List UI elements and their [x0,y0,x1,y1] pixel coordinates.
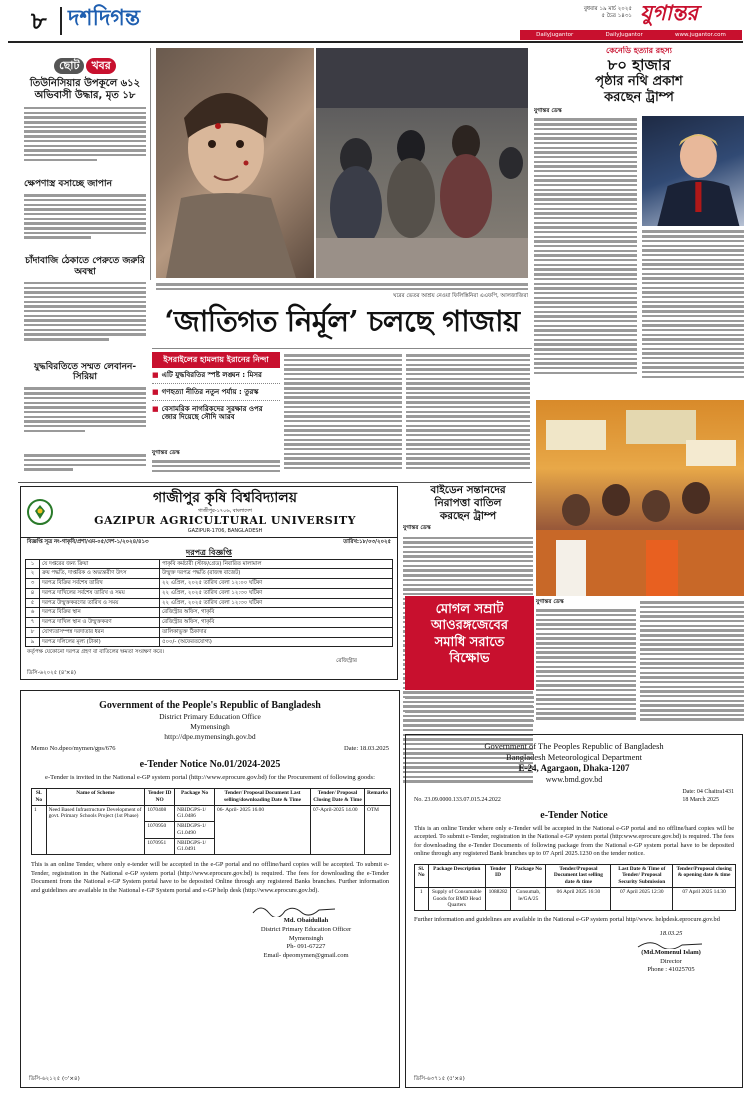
table-row [26,559,393,569]
bmd-footer: Further information and guidelines are available in the National e-GP system portal http//www. helpdesk.eprocure.gov.bd [414,916,720,924]
table-cell: 1088282 [485,887,510,910]
table-cell: 1070951 [145,838,175,855]
biden-headline-1: বাইডেন সন্তানদের [430,484,506,496]
table-cell: ৯ [26,637,40,647]
table-cell: রেজিস্ট্রার অফিস, গাকৃবি [160,618,393,628]
dpeo-sign-name: Md. Obaidullah [283,917,329,925]
kennedy-body-2 [642,228,745,386]
short-news-headline: চাঁদাবাজি ঠেকাতে পেরুতে জরুরি অবস্থা [25,256,145,277]
table-row [26,627,393,637]
short-news-body-continued [24,452,146,478]
table-cell: ৫ [26,598,40,608]
table-cell: ২২ এপ্রিল, ২০২৫ তারিখ বেলা ১২:৩০ ঘটিকা [160,588,393,598]
table-cell: রেজিস্ট্রার অফিস, গাকৃবি [160,608,393,618]
short-news-headline: তিউনিসিয়ার উপকূলে ৬১২ অভিবাসী উদ্ধার, মৃত ১৮ [29,77,141,101]
newspaper-logo: যুগান্তর [640,0,698,25]
mughal-headline-3: সমাধি সরাতে [434,634,505,650]
mughal-headline-2: আওরঙ্গজেবের [431,618,508,634]
social-bar [520,30,742,40]
bullet-item [152,388,280,401]
table-cell: দরপত্র বিক্রির স্থান [40,608,160,618]
table-cell: দরপত্র দাখিলের সর্বশেষ তারিখ ও সময় [40,588,160,598]
table-cell: পাকৃবি কর্মচারী (স্টাফ/গ্রেড) নিবারিত মালামাল [160,559,393,569]
page-number: ৮ [31,7,47,35]
bmd-date-english: 18 March 2025 [682,796,720,803]
table-header: Package No [175,789,215,806]
table-header: Package Description [428,864,485,887]
dpeo-ad-code: ডিসি-৬২১২৫ (৩'×৪) [29,1076,80,1083]
table-cell: উন্মুক্ত দরপত্র পদ্ধতি (রাজস্ব বাজেট) [160,569,393,579]
table-cell: ২ [26,569,40,579]
biden-byline: যুগান্তর ডেস্ক [403,525,431,532]
table-cell: ক্রয় পদ্ধতি, দাপ্তরিক ও অভ্যন্তরীণ উৎস [40,569,160,579]
date-gregorian: বুধবার ১৯ মার্চ ২০২৫ [583,6,632,12]
table-row [26,588,393,598]
dpeo-government: Government of the People's Republic of Bangladesh [99,700,321,711]
dpeo-notice-title: e-Tender Notice No.01/2024-2025 [139,759,281,771]
table-cell: 07-April-2025 14.00 [311,805,365,855]
table-row [26,637,393,647]
university-name-en: GAZIPUR AGRICULTURAL UNIVERSITY [94,513,356,527]
bmd-office: Bangladesh Meteorological Department [506,752,642,763]
table-cell: ২২ এপ্রিল, ২০২৫ তারিখ বেলা ১২:০০ ঘটিকা [160,579,393,589]
table-cell: ৩ [26,579,40,589]
main-story-body-1 [152,458,280,478]
masthead-rule [8,41,743,43]
bmd-sign-title: Director [660,957,682,965]
table-header: Tender ID [485,864,510,887]
column-divider [150,48,151,280]
dpeo-footer: This is an online Tender, where only e-tender will be accepted in the e-GP portal and no offline/hard copies will be accepted. To submit e-Tender, registration in the National e-GP system portal (http://www.eprocure.gov.bd) is required. The fees for downloading the e-Tender Document from the National e-GP System portal have to be deposited Online through any registered Banks branches. Further information and guidelines are available in the National e-GP System portal and e-GP help desk (http://www.eprocure.gov.bd). [31,861,389,894]
table-cell: ৮ [26,627,40,637]
photo-trump [642,116,745,226]
short-news-column [24,58,146,448]
dpeo-city: Mymensingh [190,721,230,731]
website-link[interactable]: www.jugantor.com [674,31,726,38]
table-header: Tender/Proposal Document last selling date & time [546,864,611,887]
table-cell: 06- April- 2025 16.00 [215,805,311,855]
main-headline: ‘জাতিগত নির্মূল’ চলছে গাজায় [164,304,520,338]
bmd-ad-code: ডিসি-৬৩৭১৫ (৫'×৪) [414,1076,465,1083]
date-bangla: ৫ চৈত্র ১৪৩১ [601,12,632,19]
table-header: Tender/Proposal closing & opening date & time [673,864,736,887]
bmd-memo: No. 23.09.0000.133.07.015.24.2022 [414,796,501,803]
dpeo-email[interactable]: Email- dpeomymen@gmail.com [263,952,349,960]
mughal-body-3 [405,694,534,730]
mughal-headline-box [405,596,534,690]
bmd-sign-date: 18.03.25 [659,930,683,938]
table-cell: 07 April 2025 14.30 [673,887,736,910]
table-cell: দরপত্র উন্মুক্তকরণের তারিখ ও সময় [40,598,160,608]
bullet-square-icon: ■ [152,404,159,413]
short-news-headline: ক্ষেপণাস্ত্র বসাচ্ছে জাপান [24,178,113,189]
bullet-text: গণহত্যা নীতির নতুন পর্যায় : তুরস্ক [161,387,259,396]
table-cell: NBIDGPS-1/ G1.0490 [175,822,215,839]
table-row [26,608,393,618]
kennedy-body-1 [534,116,637,384]
kennedy-headline-2: পৃষ্ঠার নথি প্রকাশ [595,74,683,89]
bullet-square-icon: ■ [152,387,159,396]
kennedy-story [534,46,744,396]
table-header: Tender ID NO [145,789,175,806]
main-story-body-2 [284,352,402,478]
university-logo-icon [27,499,53,525]
biden-headline-2: নিরাপত্তা বাতিল [434,497,502,510]
bullet-text: বেসামরিক নাগরিকদের সুরক্ষার ওপর জোর দিয়েছে সৌদি আরব [161,404,263,422]
bmd-phone: Phone : 41025705 [647,966,695,974]
table-cell: যে দপ্তরের জন্য ক্রিয়া [40,559,160,569]
bullet-square-icon: ■ [152,371,159,379]
table-row [26,579,393,589]
bmd-sign-name: (Md.Momenul Islam) [641,948,701,956]
main-story-byline: যুগান্তর ডেস্ক [152,450,180,456]
photo-caption [156,281,528,303]
university-notice-title: দরপত্র বিজ্ঞপ্তি [186,547,232,557]
kennedy-kicker: কেনেডি হত্যার রহস্য [605,46,673,55]
table-cell: NBIDGPS-1/ G1.0486 [175,805,215,822]
table-header: Sl. No [32,789,47,806]
bmd-tender-table [414,864,736,912]
table-header: Remarks [364,789,390,806]
short-news-body [24,385,146,445]
university-address-en: GAZIPUR-1706, BANGLADESH [187,527,263,534]
mughal-byline: যুগান্তর ডেস্ক [536,599,564,605]
table-cell: দরপত্র দাখিল স্থান ও উন্মুক্তকরণ [40,618,160,628]
table-cell: OTM [364,805,390,855]
table-row [415,887,736,910]
kennedy-headline-1: ৮০ হাজার [607,56,671,74]
university-ref: বিজ্ঞপ্তি সূত্র নং-গাকৃবি/প্রশা/এম-০৫/দেশ-১/২০২৪/৪১৩ [27,538,149,545]
bmd-tender-notice [405,734,743,1088]
bmd-date-bangla: Date: 04 Chaitra1431 [682,789,734,796]
table-cell: ৪ [26,588,40,598]
table-header: Package No [511,864,546,887]
table-cell: 1 [415,887,429,910]
dpeo-phone: Ph- 091-67227 [286,943,326,951]
dpeo-tender-notice [20,690,400,1088]
main-story-left [152,352,280,450]
dpeo-memo: Memo No.dpeo/mymen/gps/676 [31,745,116,753]
table-cell: Need Based Infrastructure Development of govt. Primary Schools Project (1st Phase) [46,805,145,855]
main-story-body-3 [406,352,530,478]
mughal-headline-4: বিক্ষোভ [449,650,490,666]
bullet-item [152,405,280,423]
bullet-list [152,371,280,422]
table-row [26,618,393,628]
university-note: কর্তৃপক্ষ যেকোনো দরপত্র গ্রহণ বা বাতিলের ক্ষমতা সংরক্ষণ করে। [27,649,164,656]
bmd-signature [606,939,736,949]
university-tender-table [25,559,393,648]
mughal-headline-1: মোগল সম্রাট [435,602,504,617]
date-line [582,6,632,20]
kennedy-headline-3: করছেন ট্রাম্প [604,89,674,105]
dpeo-signature [249,901,379,917]
university-name-bn: গাজীপুর কৃষি বিশ্ববিদ্যালয় [153,490,297,506]
masthead [0,0,751,46]
photo-credit: ঘরের ভেতর আশ্রয় নেওয়া ফিলিস্তিনিরা এএফপি, আলজাজিরা [393,292,528,299]
table-cell: Consumab, le/GA/25 [511,887,546,910]
kennedy-byline: যুগান্তর ডেস্ক [534,108,562,115]
table-cell: ৬ [26,608,40,618]
short-news-tag [24,58,146,74]
university-ad-code: ডিসি-৬২০২৫ (৪'×৪) [27,670,76,677]
headline-rule [152,348,532,349]
bmd-notice-title: e-Tender Notice [540,810,608,822]
table-cell: যোগ্যতাসম্পন্ন দরদাতার ধরন [40,627,160,637]
bmd-website[interactable]: www.bmd.gov.bd [545,774,603,784]
section-title: দশদিগন্ত [68,6,141,31]
table-cell: Supply of Consumable Goods for BMD Head Quarters [428,887,485,910]
table-row [26,569,393,579]
section-rule [18,482,532,483]
bmd-address: E-24, Agargaon, Dhaka-1207 [518,763,630,774]
mughal-body-2 [640,599,744,729]
table-row [32,805,391,822]
table-cell: 07 April 2025 12:30 [611,887,673,910]
dpeo-tender-table [31,788,391,855]
table-cell: দরপত্র দলিলের মূল্য (টাকা) [40,637,160,647]
dpeo-website[interactable]: http://dpe.mymensingh.gov.bd [164,731,256,741]
short-news-headline: যুদ্ধবিরতিতে সম্মত লেবানন-সিরিয়া [33,361,137,383]
table-cell: ২২ এপ্রিল, ২০২৫ তারিখ বেলা ১২:৩০ ঘটিকা [160,598,393,608]
table-cell: NBIDGPS-1/ G1.0491 [175,838,215,855]
bmd-intro: This is an online Tender where only e-Tender will be accepted in the National e-GP portal and no offline/hard copies will be accepted. To submit e-Tender, registration in the National e-GP system portal (http:www.eprocure.gov.bd) is required. The fees for downloading the e-Tender Documents of following package from the National e-GP system portal have to be deposited online through any registered Bank branches up to 07 April 2025.1230 on the tender notice. [414,824,734,858]
photo-protest [536,400,744,596]
dpeo-date: Date: 18.03.2025 [344,745,389,753]
table-header: Last Date & Time of Tender/ Proposal Security Submission [611,864,673,887]
table-cell: 1070408 [145,805,175,822]
photo-displaced-people [316,48,528,278]
bullet-text: এটি যুদ্ধবিরতির স্পষ্ট লঙ্ঘন : মিসর [161,371,262,379]
short-news-tag-2: খবর [86,58,115,74]
table-header: Tender/ Proposal Document Last selling/downloading Date & Time [215,789,311,806]
dpeo-sign-city: Mymensingh [288,934,324,942]
dpeo-sign-title: District Primary Education Officer [260,925,352,933]
table-cell: 1070950 [145,822,175,839]
masthead-divider [60,7,62,35]
table-row [26,598,393,608]
university-address-bn: গাজীপুর-১৭০৬, বাংলাদেশ [198,507,252,514]
university-tender-ad [20,486,398,680]
biden-headline-3: করছেন ট্রাম্প [439,510,497,523]
facebook-link[interactable]: DailyJugantor [536,31,574,38]
university-date: তারিখ:১৮/০৩/২০২৫ [343,538,391,545]
photo-injured-child [156,48,314,278]
kennedy-headline [534,56,744,105]
biden-headline [403,484,533,523]
short-news-body [24,192,146,254]
bullet-item [152,371,280,384]
table-cell: ১ [26,559,40,569]
table-header: Name of Scheme [46,789,145,806]
short-news-body [24,105,146,177]
table-cell: দরপত্র বিক্রির সর্বশেষ তারিখ [40,579,160,589]
table-cell: 06 April 2025 16:30 [546,887,611,910]
main-subhead: ইসরাইলের হামলায় ইরানের নিন্দা [152,352,280,368]
table-header: Tender/ Proposal Closing Date & Time [311,789,365,806]
table-cell: 1 [32,805,47,855]
table-cell: ৫০০/- (অফেরতযোগ্য) [160,637,393,647]
table-header: Sl. No [415,864,429,887]
mughal-body-1 [536,607,636,727]
dpeo-intro: e-Tender is invited in the National e-GP system portal (http://www.eprocure.gov.bd) for the Procurement of following goods: [45,773,375,781]
dpeo-office: District Primary Education Office [159,712,261,721]
short-news-tag-1: ছোট [54,58,84,74]
table-cell: তালিকাভুক্ত ঠিকাদার [160,627,393,637]
university-signatory: রেজিস্ট্রার [336,658,357,664]
bmd-government: Government of The Peoples Republic of Bangladesh [484,741,664,751]
short-news-body [24,280,146,360]
twitter-link[interactable]: DailyJugantor [605,31,643,38]
table-cell: ৭ [26,618,40,628]
